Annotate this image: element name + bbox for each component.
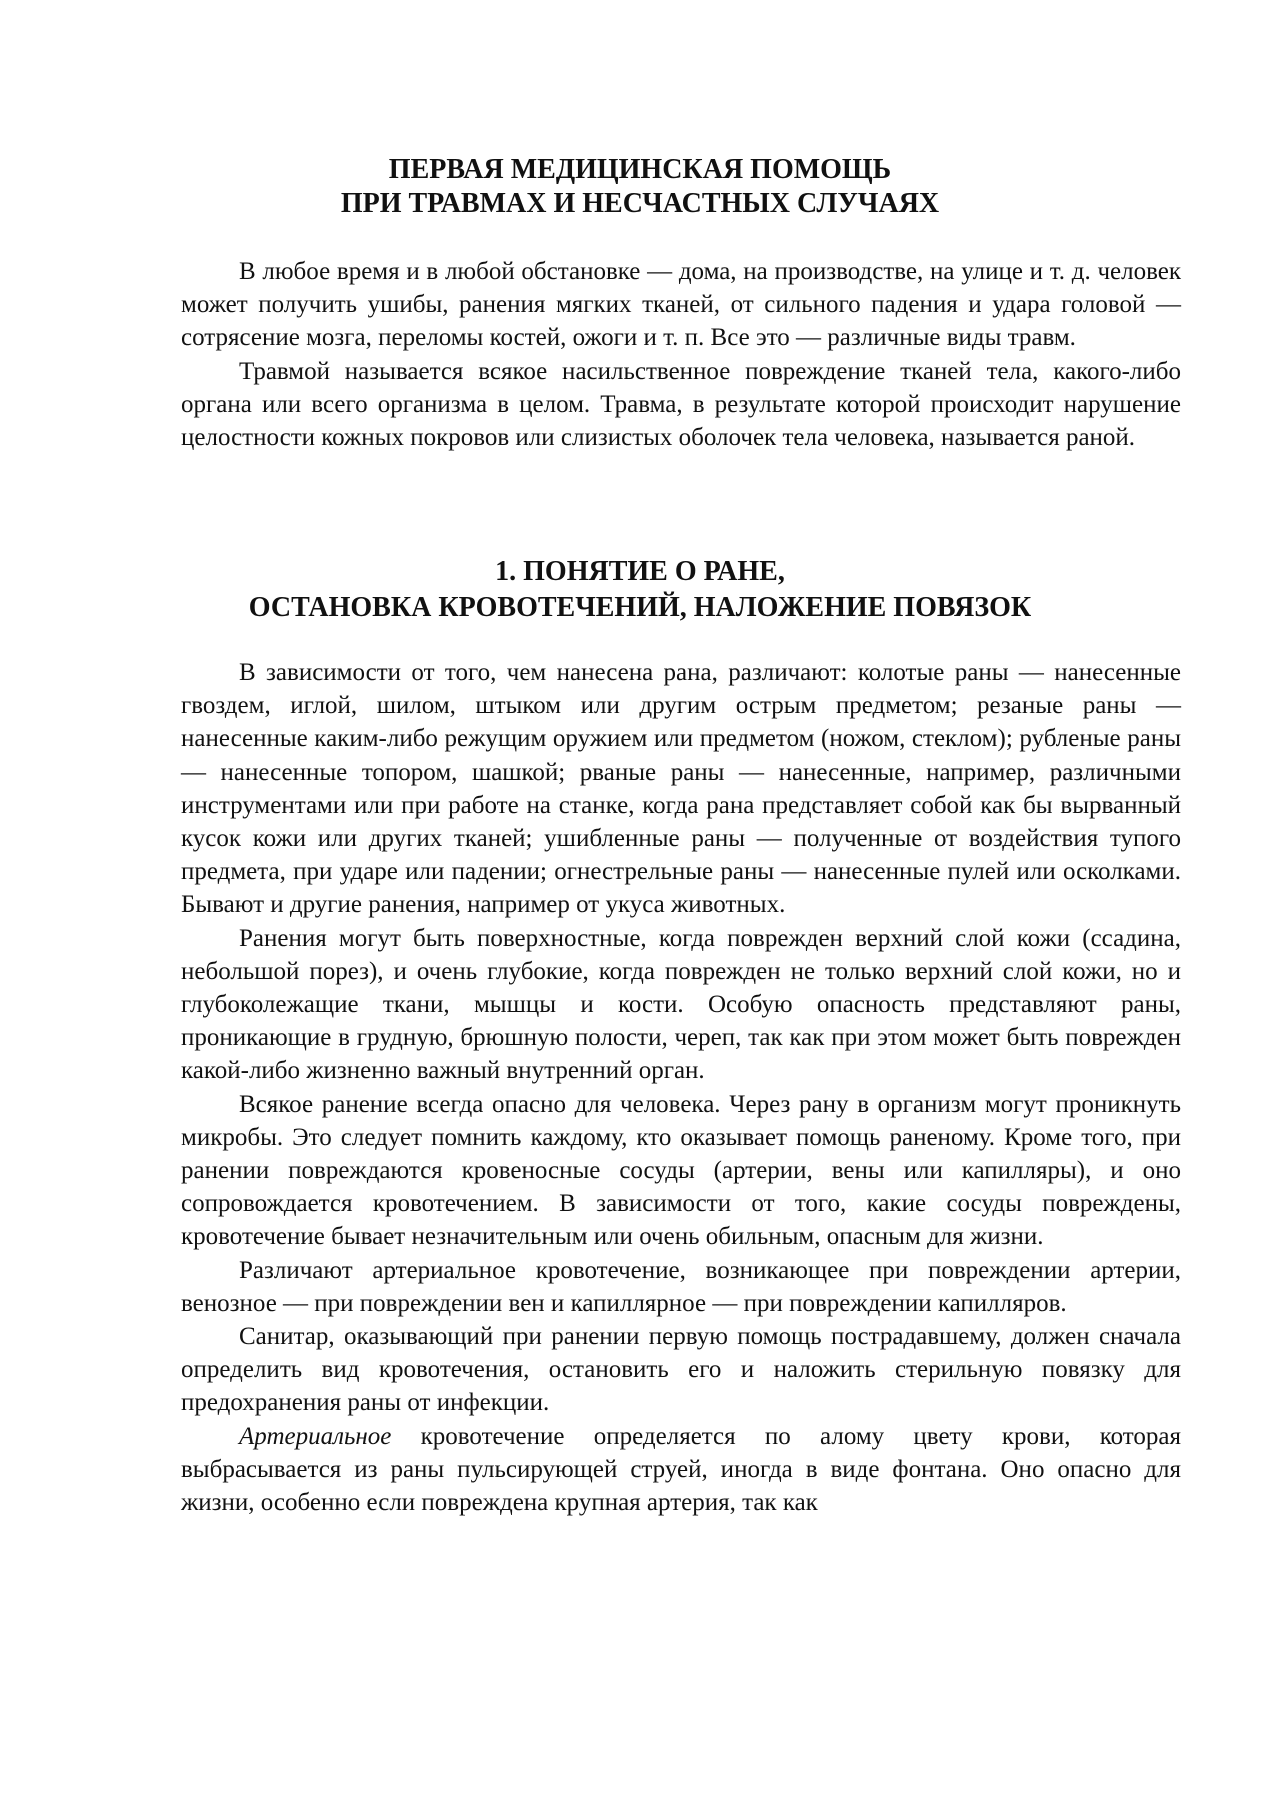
italic-term: Артериальное: [239, 1422, 392, 1450]
page-title-line-2: ПРИ ТРАВМАХ И НЕСЧАСТНЫХ СЛУЧАЯХ: [340, 188, 940, 219]
section-title-line-2: ОСТАНОВКА КРОВОТЕЧЕНИЙ, НАЛОЖЕНИЕ ПОВЯЗОК: [248, 592, 1032, 623]
body-paragraph-last: [181, 1420, 1181, 1520]
paragraph-text: кровотечение определяется по алому цвету крови, которая выбрасывается из раны пульсирующей струей, иногда в виде фонтана. Оно опасно для жизни, особенно если повреждена крупная артерия, так как: [181, 1422, 1181, 1517]
section-title: [180, 554, 1100, 626]
page-title: [180, 153, 1100, 221]
body-paragraph: Санитар, оказывающий при ранении первую помощь пострадавшему, должен сначала определить вид кровотечения, остановить его и наложить стерильную повязку для предохранения раны от инфекции.: [181, 1323, 1181, 1417]
page-title-line-1: ПЕРВАЯ МЕДИЦИНСКАЯ ПОМОЩЬ: [388, 154, 892, 185]
body-paragraph: В зависимости от того, чем нанесена рана, различают: колотые раны — нанесенные гвоздем, иглой, шилом, штыком или другим острым предметом; резаные раны — нанесенные каким-либо режущим оружием или предметом (ножом, стеклом); рубленые раны — нанесенные топором, шашкой; рваные раны — нанесенные, например, различными инструментами или при работе на станке, когда рана представляет собой как бы вырванный кусок кожи или других тканей; ушибленные раны — полученные от воздействия тупого предмета, при ударе или падении; огнестрельные раны — нанесенные пулей или осколками. Бывают и другие ранения, например от укуса животных.: [181, 659, 1181, 919]
body-paragraph: Ранения могут быть поверхностные, когда поврежден верхний слой кожи (ссадина, небольшой порез), и очень глубокие, когда поврежден не только верхний слой кожи, но и глубоколежащие ткани, мышцы и кости. Особую опасность представляют раны, проникающие в грудную, брюшную полости, череп, так как при этом может быть поврежден какой-либо жизненно важный внутренний орган.: [181, 924, 1181, 1085]
section-body: [181, 656, 1181, 1519]
intro-paragraph: Травмой называется всякое насильственное повреждение тканей тела, какого-либо органа или всего организма в целом. Травма, в результате которой происходит нарушение целостности кожных покровов или слизистых оболочек тела человека, называется раной.: [181, 357, 1181, 452]
body-paragraph: Всякое ранение всегда опасно для человека. Через рану в организм могут проникнуть микробы. Это следует помнить каждому, кто оказывает помощь раненому. Кроме того, при ранении повреждаются кровеносные сосуды (артерии, вены или капилляры), и оно сопровождается кровотечением. В зависимости от того, какие сосуды повреждены, кровотечение бывает незначительным или очень обильным, опасным для жизни.: [181, 1090, 1181, 1251]
intro-section: [181, 255, 1181, 454]
section-title-line-1: 1. ПОНЯТИЕ О РАНЕ,: [495, 556, 785, 587]
intro-paragraph: В любое время и в любой обстановке — дома, на производстве, на улице и т. д. человек может получить ушибы, ранения мягких тканей, от сильного падения и удара головой — сотрясение мозга, переломы костей, ожоги и т. п. Все это — различные виды травм.: [181, 258, 1181, 352]
body-paragraph: Различают артериальное кровотечение, возникающее при повреждении артерии, венозное — при повреждении вен и капиллярное — при повреждении капилляров.: [181, 1256, 1181, 1317]
